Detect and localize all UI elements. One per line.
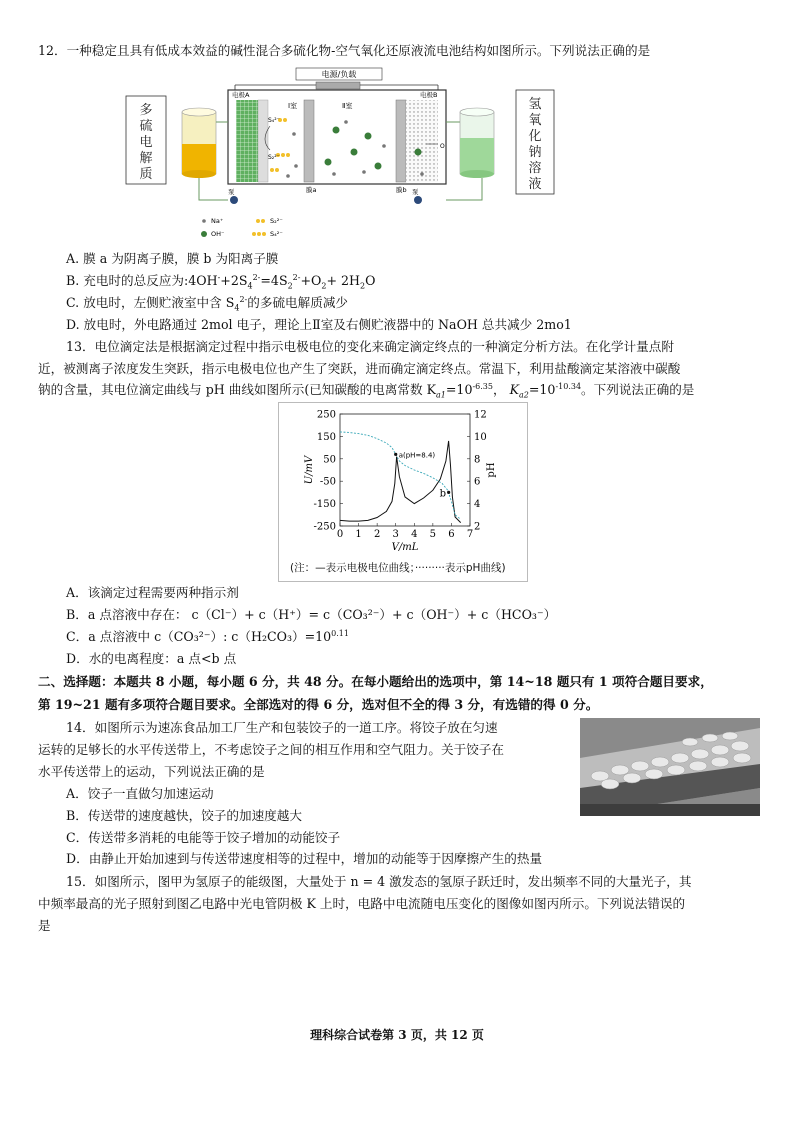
y2-tick-label: 4 (474, 499, 481, 511)
page-footer: 理科综合试卷第 3 页，共 12 页 (310, 1028, 484, 1042)
q14-option-b: B．传送带的速度越快，饺子的加速度越大 (66, 808, 302, 823)
q14-option-c: C．传送带多消耗的电能等于饺子增加的动能饺子 (66, 830, 341, 845)
y-tick-label: 150 (316, 431, 336, 443)
electrode-b (406, 100, 438, 182)
y2-tick-label: 10 (474, 431, 487, 443)
electrode-a-label: 电极A (232, 91, 250, 99)
left-tank-char-0: 多 (139, 103, 153, 118)
legend-s4: S₄²⁻ (270, 230, 283, 238)
x-axis-label: V/mL (391, 542, 419, 553)
q13-option-b: B．a 点溶液中存在： c（Cl⁻）+ c（H⁺）= c（CO₃²⁻）+ c（OH⁻）+ c（HCO₃⁻） (66, 607, 557, 622)
x-tick-label: 0 (336, 529, 344, 540)
point-a-label: a(pH=8.4) (398, 451, 436, 460)
x-tick-label: 6 (448, 529, 455, 540)
flow-battery-diagram (120, 62, 560, 248)
q15-line-3: 是 (38, 918, 51, 933)
pump-right-label: 泵 (412, 188, 419, 196)
q12-option-c: C. 放电时，左侧贮液室中含 $S_4^{2-}$的多硫电解质减少 (66, 294, 348, 313)
q14-line-1: 14．如图所示为速冻食品加工厂生产和包装饺子的一道工序。将饺子放在匀速 (66, 720, 498, 735)
x-tick-label: 1 (355, 529, 362, 540)
room2-label: Ⅱ室 (342, 102, 353, 110)
pump-left-label: 泵 (228, 188, 235, 196)
x-tick-label: 5 (429, 529, 437, 540)
left-tank-char-3: 解 (139, 151, 153, 166)
x-tick-label: 7 (466, 529, 474, 540)
chart-note: (注：—表示电极电位曲线；·········表示pH曲线) (290, 562, 506, 574)
y-tick-label: -250 (313, 521, 336, 533)
svg-text:S₄²⁻: S₄²⁻ (268, 117, 280, 124)
q15-line-2: 中频率最高的光子照射到图乙电路中光电管阴极 K 上时，电路中电流随电压变化的图像如图丙所示。下列说法错误的 (38, 896, 686, 911)
x-tick-label: 4 (411, 529, 418, 540)
ph-curve (340, 432, 461, 519)
right-tank-char-1: 氧 (528, 113, 542, 128)
q15-line-1: 15．如图所示，图甲为氢原子的能级图，大量处于 n = 4 激发态的氢原子跃迁时，发出频率不同的大量光子，其 (66, 874, 692, 889)
q13-line-2: 近，被测离子浓度发生突跃，指示电极电位也产生了突跃，进而确定滴定终点。常温下，利用盐酸滴定某溶液中碳酸 (38, 361, 681, 376)
left-tank-char-1: 硫 (139, 119, 153, 134)
right-tank-char-4: 溶 (528, 161, 542, 176)
q12-option-b: B. 充电时的总反应为$:4OH^-+2S_4^{2-}=4S_2^{2-}+O_2+ 2H_2O$ (66, 272, 376, 291)
power-label: 电源/负载 (321, 70, 357, 79)
membrane-b-label: 膜b (396, 186, 407, 194)
y-tick-label: 250 (316, 409, 336, 421)
right-tank-char-2: 化 (528, 129, 542, 144)
q12-option-d: D. 放电时，外电路通过 2mol 电子，理论上Ⅱ室及右侧贮液器中的 NaOH 总共减少 2mo1 (66, 317, 572, 332)
y2-tick-label: 2 (474, 521, 481, 533)
section2-line-2: 第 19~21 题有多项符合题目要求。全部选对的得 6 分，选对但不全的得 3 分，有选错的得 0 分。 (38, 697, 599, 712)
legend-s2: S₂²⁻ (270, 217, 283, 225)
y-axis-label: U/mV (304, 455, 315, 485)
section2-line-1: 二、选择题：本题共 8 小题，每小题 6 分，共 48 分。在每小题给出的选项中，第 14~18 题只有 1 项符合题目要求， (38, 674, 713, 689)
point-a-marker (394, 453, 397, 456)
x-tick-label: 2 (373, 529, 381, 540)
y2-axis-label: pH (486, 462, 497, 478)
point-b-marker (447, 491, 450, 494)
q12-stem: 12．一种稳定且具有低成本效益的碱性混合多硫化物-空气氧化还原液流电池结构如图所示。下列说法正确的是 (38, 43, 651, 58)
q12-option-a: A. 膜 a 为阴离子膜，膜 b 为阳离子膜 (66, 251, 279, 266)
q14-line-3: 水平传送带上的运动，下列说法正确的是 (38, 764, 265, 779)
x-tick-label: 3 (392, 529, 399, 540)
q14-line-2: 运转的足够长的水平传送带上，不考虑饺子之间的相互作用和空气阻力。关于饺子在 (38, 742, 504, 757)
titration-chart (278, 402, 526, 580)
legend-na: Na⁺ (211, 217, 224, 225)
pump-left (230, 196, 238, 204)
q14-option-a: A．饺子一直做匀加速运动 (66, 786, 214, 801)
right-tank-char-5: 液 (528, 177, 542, 192)
point-b-label: b (439, 488, 447, 500)
conveyor-photo (580, 718, 760, 816)
electrode-b-label: 电极B (420, 91, 438, 99)
y-tick-label: 50 (323, 454, 336, 466)
y-tick-label: -150 (313, 499, 336, 511)
membrane-b (396, 100, 406, 182)
svg-text:S₂²⁻: S₂²⁻ (268, 154, 280, 161)
membrane-a-label: 膜a (306, 186, 317, 194)
y2-tick-label: 6 (474, 476, 481, 488)
o2-label: O (440, 143, 445, 150)
q13-option-a: A．该滴定过程需要两种指示剂 (66, 585, 239, 600)
electrode-a (236, 100, 258, 182)
q13-option-d: D．水的电离程度：a 点<b 点 (66, 651, 237, 666)
legend-oh: OH⁻ (211, 230, 225, 238)
room1-label: Ⅰ室 (288, 102, 298, 110)
right-tank-char-3: 钠 (528, 145, 542, 160)
right-tank-char-0: 氢 (528, 97, 542, 112)
q13-line-3: 钠的含量，其电位滴定曲线与 pH 曲线如图所示(已知碳酸的电离常数 $K_{a1}=10^{-6.35}$， $K_{a2}=10^{-10.34}$。下列说法正确的是 (38, 381, 695, 400)
y-tick-label: -50 (319, 476, 336, 488)
q14-option-d: D．由静止开始加速到与传送带速度相等的过程中，增加的动能等于因摩擦产生的热量 (66, 851, 543, 866)
pump-right (414, 196, 422, 204)
q13-line-1: 13．电位滴定法是根据滴定过程中指示电极电位的变化来确定滴定终点的一种滴定分析方法。在化学计量点附 (66, 339, 674, 354)
y2-tick-label: 8 (474, 454, 481, 466)
y2-tick-label: 12 (474, 409, 487, 421)
left-reservoir (182, 108, 216, 178)
left-tank-char-4: 质 (139, 167, 153, 182)
legend (201, 217, 283, 238)
left-tank-char-2: 电 (139, 135, 153, 150)
membrane-a (304, 100, 314, 182)
right-reservoir (460, 108, 494, 178)
q13-option-c: C．a 点溶液中 c（CO₃²⁻）: $c(H_2CO_3)=10^{0.11}$ (66, 628, 349, 644)
